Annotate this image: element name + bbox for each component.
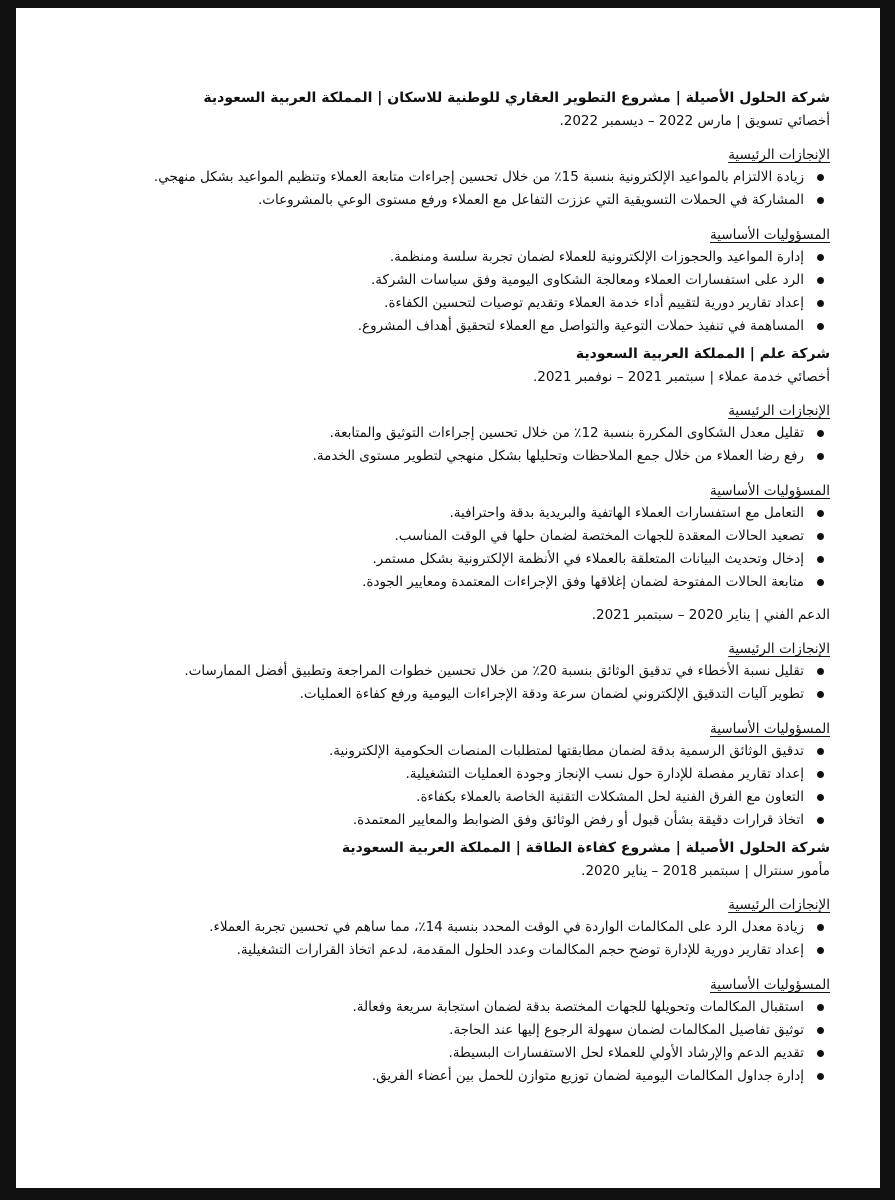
job-subtitle: الدعم الفني | يناير 2020 – سبتمبر 2021. (591, 607, 830, 623)
responsibilities-list (90, 502, 830, 594)
responsibilities-list (90, 996, 830, 1088)
job-entry (90, 836, 830, 1088)
list-item: إعداد تقارير دورية للإدارة توضح حجم المكالمات وعدد الحلول المقدمة، لدعم اتخاذ القرارات التشغيلية. (90, 939, 830, 962)
job-entry (90, 86, 830, 338)
job-subtitle: أخصائي تسويق | مارس 2022 – ديسمبر 2022. (559, 113, 830, 129)
list-item: إعداد تقارير دورية لتقييم أداء خدمة العملاء وتقديم توصيات لتحسين الكفاءة. (90, 292, 830, 315)
job-entry (90, 342, 830, 594)
list-item: التعاون مع الفرق الفنية لحل المشكلات التقنية الخاصة بالعملاء بكفاءة. (90, 786, 830, 809)
list-item: تدقيق الوثائق الرسمية بدقة لضمان مطابقتها لمتطلبات المنصات الحكومية الإلكترونية. (90, 740, 830, 763)
list-item: إدارة جداول المكالمات اليومية لضمان توزيع متوازن للحمل بين أعضاء الفريق. (90, 1065, 830, 1088)
achievements-list (90, 660, 830, 706)
list-item: تقليل معدل الشكاوى المكررة بنسبة 12٪ من خلال تحسين إجراءات التوثيق والمتابعة. (90, 422, 830, 445)
list-item: زيادة الالتزام بالمواعيد الإلكترونية بنسبة 15٪ من خلال تحسين إجراءات متابعة العملاء وتنظيم المواعيد بشكل منهجي. (90, 166, 830, 189)
responsibilities-heading: المسؤوليات الأساسية (709, 977, 830, 993)
responsibilities-list (90, 246, 830, 338)
list-item: رفع رضا العملاء من خلال جمع الملاحظات وتحليلها بشكل منهجي لتطوير مستوى الخدمة. (90, 445, 830, 468)
job-subtitle: مأمور سنترال | سبتمبر 2018 – يناير 2020. (581, 863, 830, 879)
list-item: إدخال وتحديث البيانات المتعلقة بالعملاء في الأنظمة الإلكترونية بشكل مستمر. (90, 548, 830, 571)
list-item: التعامل مع استفسارات العملاء الهاتفية والبريدية بدقة واحترافية. (90, 502, 830, 525)
achievements-list (90, 916, 830, 962)
list-item: تطوير آليات التدقيق الإلكتروني لضمان سرعة ودقة الإجراءات اليومية ورفع كفاءة العمليات. (90, 683, 830, 706)
resume-page (16, 8, 880, 1188)
achievements-list (90, 166, 830, 212)
list-item: إعداد تقارير مفصلة للإدارة حول نسب الإنجاز وجودة العمليات التشغيلية. (90, 763, 830, 786)
responsibilities-heading: المسؤوليات الأساسية (709, 227, 830, 243)
achievements-heading: الإنجازات الرئيسية (728, 403, 830, 419)
list-item: المساهمة في تنفيذ حملات التوعية والتواصل مع العملاء لتحقيق أهداف المشروع. (90, 315, 830, 338)
list-item: متابعة الحالات المفتوحة لضمان إغلاقها وفق الإجراءات المعتمدة ومعايير الجودة. (90, 571, 830, 594)
list-item: زيادة معدل الرد على المكالمات الواردة في الوقت المحدد بنسبة 14٪، مما ساهم في تحسين تجربة العملاء. (90, 916, 830, 939)
achievements-heading: الإنجازات الرئيسية (728, 147, 830, 163)
job-title: شركة الحلول الأصيلة | مشروع التطوير العقاري للوطنية للاسكان | المملكة العربية السعودية (203, 90, 830, 106)
job-subtitle: أخصائي خدمة عملاء | سبتمبر 2021 – نوفمبر 2021. (532, 369, 830, 385)
achievements-heading: الإنجازات الرئيسية (728, 641, 830, 657)
achievements-list (90, 422, 830, 468)
responsibilities-heading: المسؤوليات الأساسية (709, 721, 830, 737)
resume-content (90, 86, 830, 1088)
list-item: المشاركة في الحملات التسويقية التي عززت التفاعل مع العملاء ورفع مستوى الوعي بالمشروعات. (90, 189, 830, 212)
job-title: شركة علم | المملكة العربية السعودية (575, 346, 830, 362)
job-title: شركة الحلول الأصيلة | مشروع كفاءة الطاقة | المملكة العربية السعودية (341, 840, 830, 856)
list-item: إدارة المواعيد والحجوزات الإلكترونية للعملاء لضمان تجربة سلسة ومنظمة. (90, 246, 830, 269)
responsibilities-list (90, 740, 830, 832)
list-item: تصعيد الحالات المعقدة للجهات المختصة لضمان حلها في الوقت المناسب. (90, 525, 830, 548)
job-entry (90, 604, 830, 832)
list-item: توثيق تفاصيل المكالمات لضمان سهولة الرجوع إليها عند الحاجة. (90, 1019, 830, 1042)
achievements-heading: الإنجازات الرئيسية (728, 897, 830, 913)
responsibilities-heading: المسؤوليات الأساسية (709, 483, 830, 499)
list-item: تقليل نسبة الأخطاء في تدقيق الوثائق بنسبة 20٪ من خلال تحسين خطوات المراجعة وتطبيق أفضل الممارسات. (90, 660, 830, 683)
list-item: الرد على استفسارات العملاء ومعالجة الشكاوى اليومية وفق سياسات الشركة. (90, 269, 830, 292)
list-item: اتخاذ قرارات دقيقة بشأن قبول أو رفض الوثائق وفق الضوابط والمعايير المعتمدة. (90, 809, 830, 832)
list-item: تقديم الدعم والإرشاد الأولي للعملاء لحل الاستفسارات البسيطة. (90, 1042, 830, 1065)
list-item: استقبال المكالمات وتحويلها للجهات المختصة بدقة لضمان استجابة سريعة وفعالة. (90, 996, 830, 1019)
